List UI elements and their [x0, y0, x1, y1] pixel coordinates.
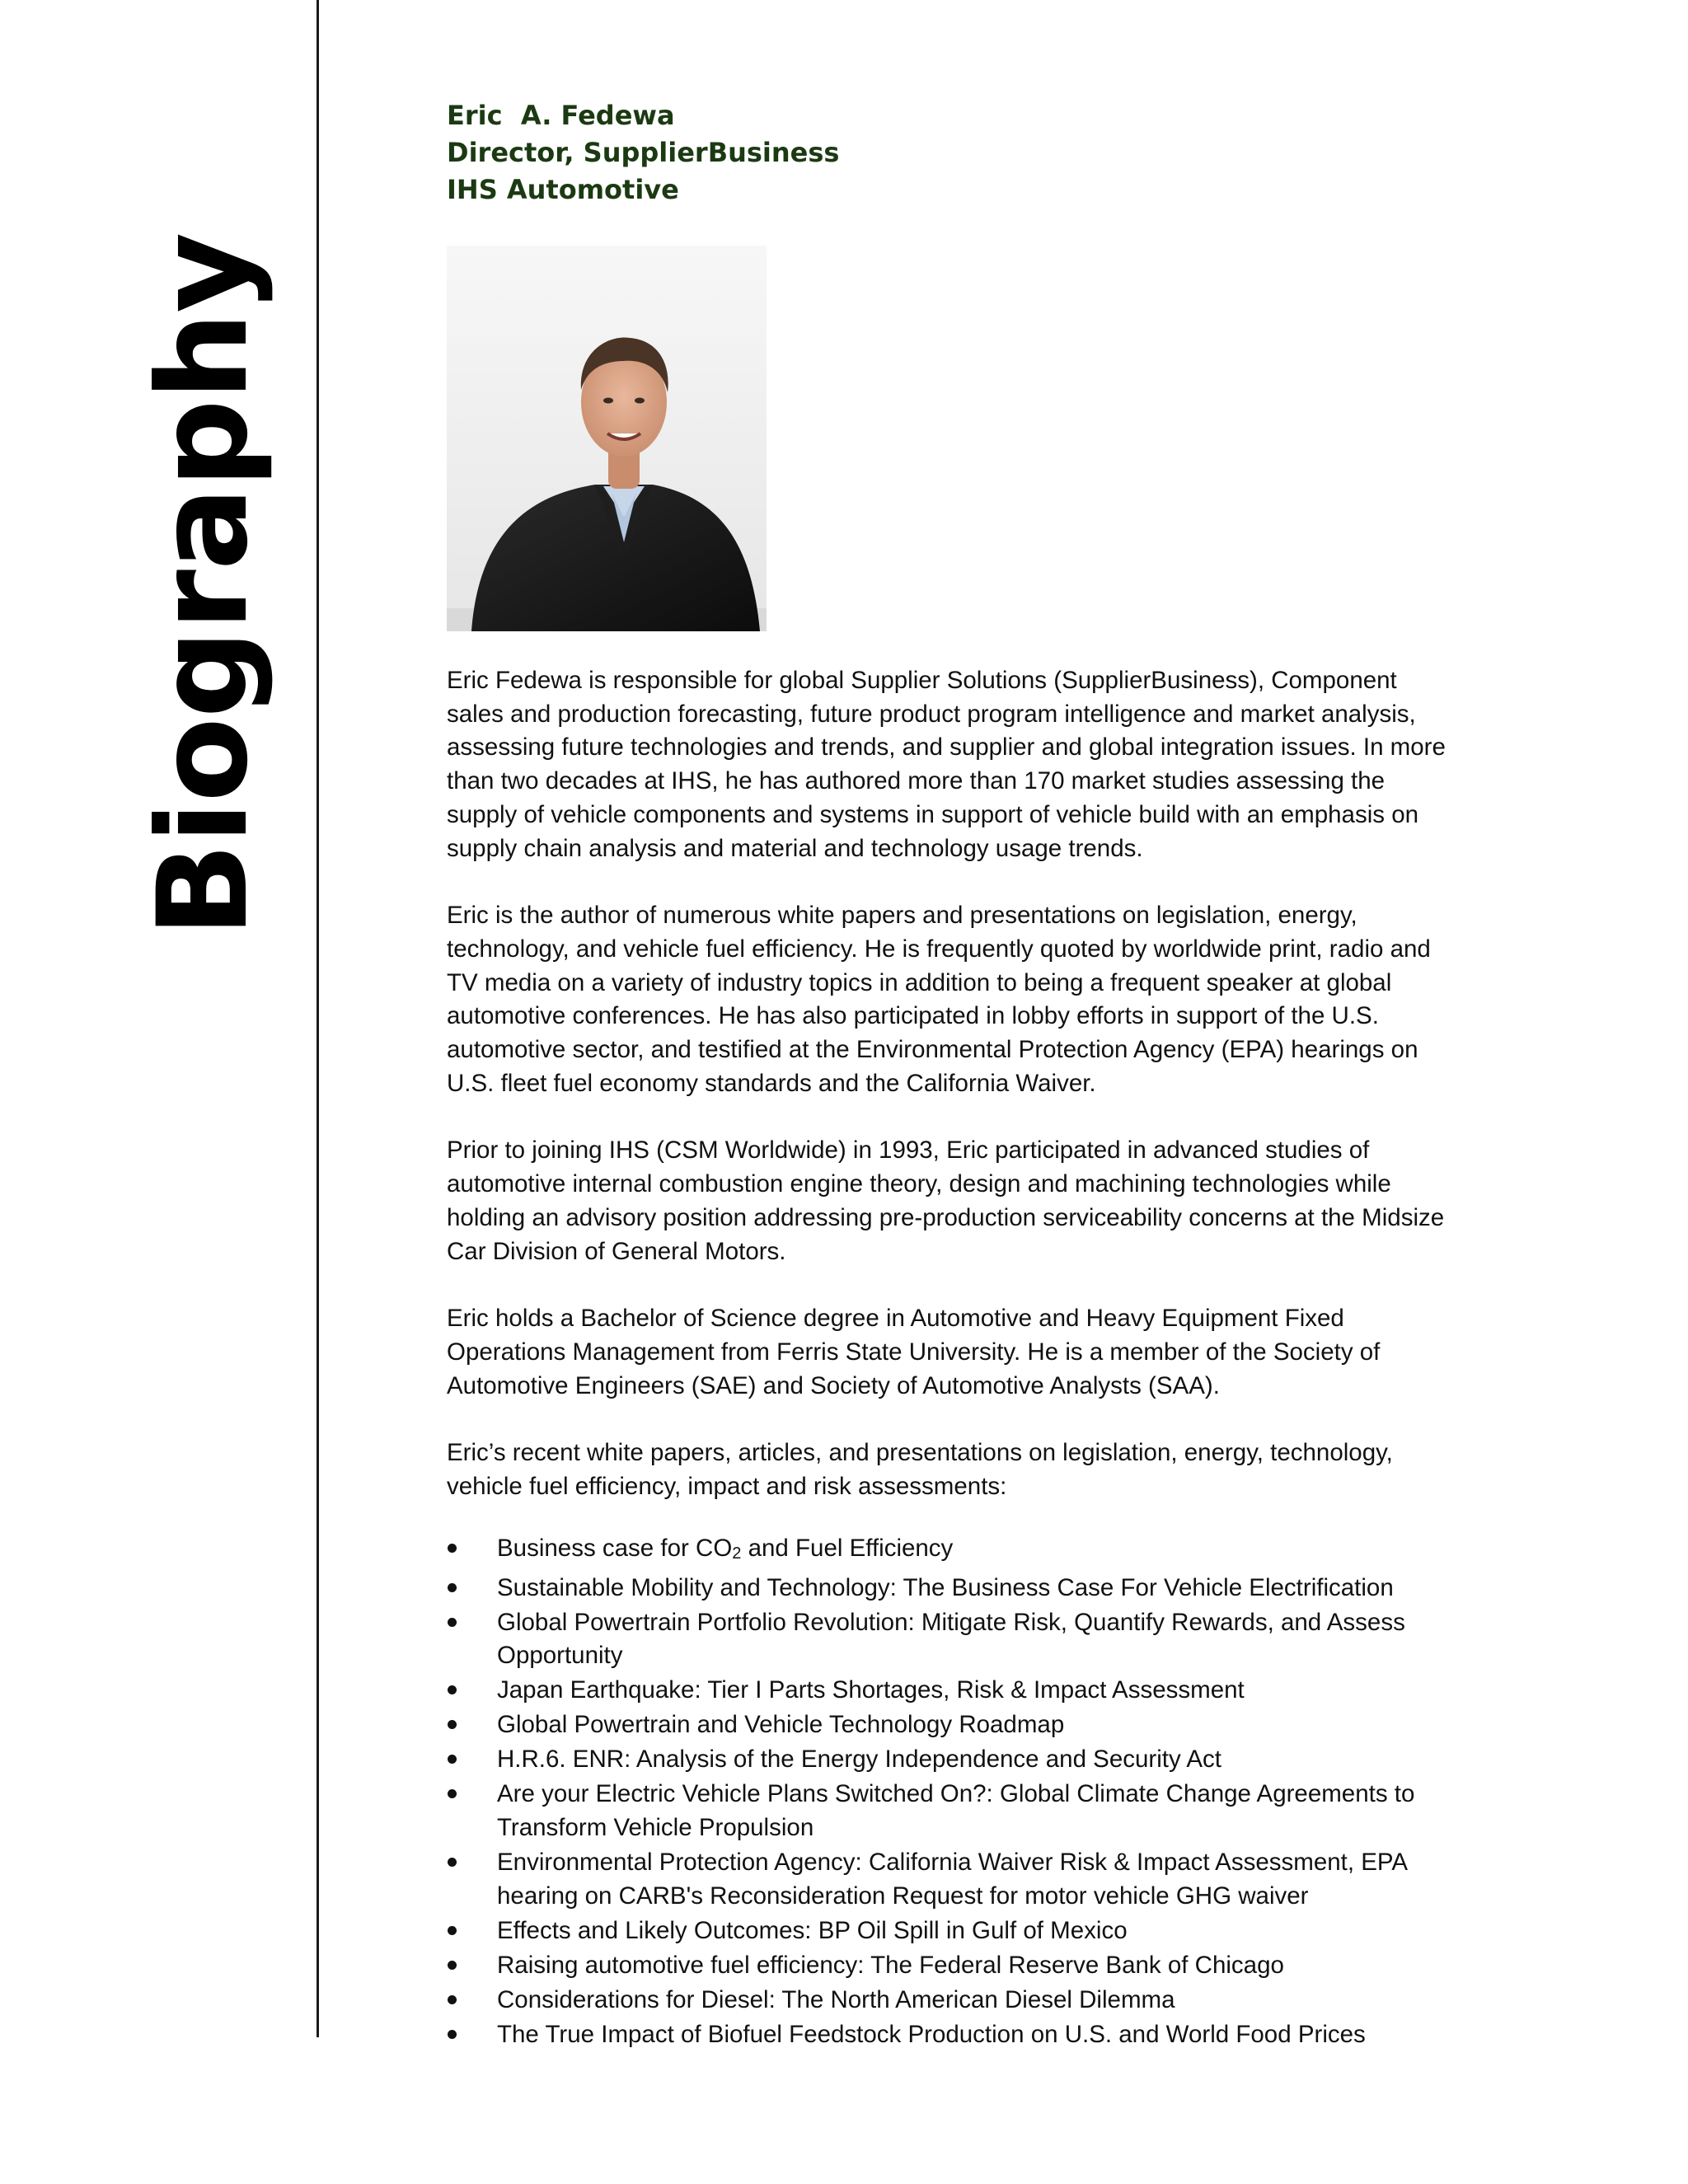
bullet-icon [448, 1618, 457, 1627]
bio-paragraph-prior-experience: Prior to joining IHS (CSM Worldwide) in 1993, Eric participated in advanced studies of automotive internal combustion engine theory, design and machining technologies while holding an advisory position addressing pre-production serviceability concerns at the Midsize Car Division of General Motors. [447, 1137, 1445, 1265]
bullet-icon [448, 2030, 457, 2039]
list-item [447, 2018, 1452, 2052]
list-item [447, 1674, 1452, 1708]
list-item-text: The True Impact of Biofuel Feedstock Production on U.S. and World Food Prices [497, 2020, 1366, 2048]
person-title: Director, SupplierBusiness [447, 137, 840, 168]
list-item-text: Global Powertrain and Vehicle Technology Roadmap [497, 1711, 1065, 1739]
list-item-text: Raising automotive fuel efficiency: The Federal Reserve Bank of Chicago [497, 1951, 1284, 1979]
bio-paragraph-papers-intro: Eric’s recent white papers, articles, and presentations on legislation, energy, technology, vehicle fuel efficiency, impact and risk assessments: [447, 1439, 1393, 1501]
person-company: IHS Automotive [447, 174, 679, 205]
list-item-text: Are your Electric Vehicle Plans Switched On?: Global Climate Change Agreements to Transform Vehicle Propulsion [497, 1780, 1415, 1842]
list-item [447, 1532, 1452, 1571]
main-content [447, 97, 1452, 2053]
list-item [447, 1778, 1452, 1844]
list-item [447, 1949, 1452, 1983]
list-item-text: Considerations for Diesel: The North American Diesel Dilemma [497, 1985, 1175, 2013]
list-item-text: Business case for CO2 and Fuel Efficiency [497, 1534, 954, 1563]
list-item-text: Global Powertrain Portfolio Revolution: Mitigate Risk, Quantify Rewards, and Assess Opportunity [497, 1608, 1405, 1670]
biography-side-title: Biography [132, 232, 275, 938]
bullet-icon [448, 1926, 457, 1935]
bullet-icon [448, 1858, 457, 1867]
papers-list [447, 1532, 1452, 2052]
bullet-icon [448, 1961, 457, 1970]
list-item [447, 1708, 1452, 1742]
list-item-text: Sustainable Mobility and Technology: The Business Case For Vehicle Electrification [497, 1573, 1394, 1601]
bullet-icon [448, 1789, 457, 1798]
bullet-icon [448, 1720, 457, 1729]
bullet-icon [448, 1755, 457, 1764]
biography-text [447, 664, 1452, 1504]
list-item-text: Japan Earthquake: Tier I Parts Shortages, Risk & Impact Assessment [497, 1676, 1245, 1704]
list-item [447, 1984, 1452, 2018]
list-item [447, 1915, 1452, 1948]
bullet-icon [448, 1583, 457, 1592]
bullet-icon [448, 1544, 457, 1553]
bio-paragraph-responsibilities: Eric Fedewa is responsible for global Supplier Solutions (SupplierBusiness), Component sales and production forecasting, future product program intelligence and market analysis, assessing future technologies and trends, and supplier and global integration issues. In more than two decades at IHS, he has authored more than 170 market studies assessing the supply of vehicle components and systems in support of vehicle build with an emphasis on supply chain analysis and material and technology usage trends. [447, 667, 1446, 862]
list-item [447, 1572, 1452, 1605]
list-item-text: Environmental Protection Agency: California Waiver Risk & Impact Assessment, EPA hearing on CARB's Reconsideration Request for motor vehicle GHG waiver [497, 1849, 1407, 1910]
portrait-photo-icon [447, 246, 767, 631]
list-item-text: Effects and Likely Outcomes: BP Oil Spill in Gulf of Mexico [497, 1916, 1128, 1944]
list-item [447, 1606, 1452, 1673]
bullet-icon [448, 1995, 457, 2004]
list-item-text: H.R.6. ENR: Analysis of the Energy Independence and Security Act [497, 1746, 1221, 1774]
list-item [447, 1743, 1452, 1777]
list-item [447, 1846, 1452, 1913]
vertical-divider [316, 0, 319, 2037]
bullet-icon [448, 1685, 457, 1694]
person-name: Eric A. Fedewa [447, 100, 675, 131]
bio-paragraph-author: Eric is the author of numerous white papers and presentations on legislation, energy, technology, and vehicle fuel efficiency. He is frequently quoted by worldwide print, radio and TV media on a variety of industry topics in addition to being a frequent speaker at global automotive conferences. He has also participated in lobby efforts in support of the U.S. automotive sector, and testified at the Environmental Protection Agency (EPA) hearings on U.S. fleet fuel economy standards and the California Waiver. [447, 902, 1431, 1097]
bio-paragraph-education: Eric holds a Bachelor of Science degree in Automotive and Heavy Equipment Fixed Operations Management from Ferris State University. He is a member of the Society of Automotive Engineers (SAE) and Society of Automotive Analysts (SAA). [447, 1305, 1381, 1399]
